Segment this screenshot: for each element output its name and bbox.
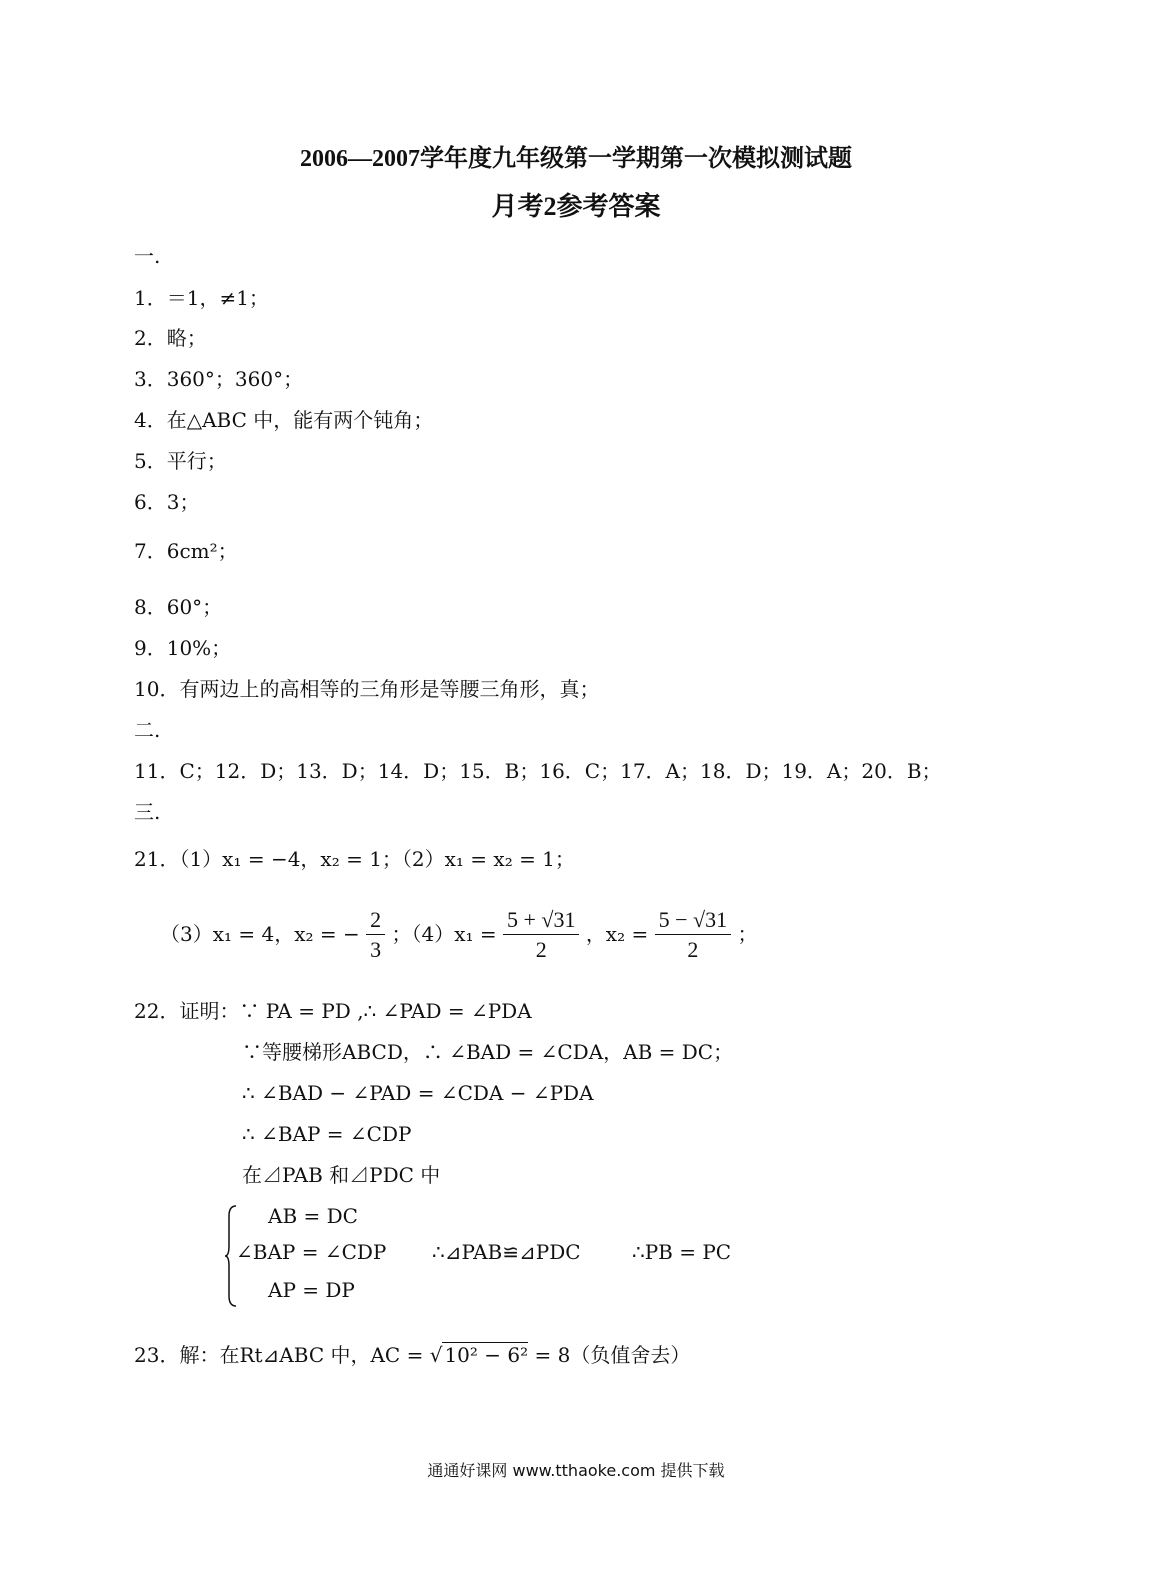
q21-part4: ；（4）x₁ = [391, 922, 497, 946]
q21-line-2 [160, 904, 757, 968]
answer-10: 10．有两边上的高相等的三角形是等腰三角形，真； [134, 677, 600, 701]
answer-3: 3．360°；360°； [134, 367, 304, 391]
fraction-2-3 [366, 906, 385, 965]
q21-end: ； [737, 922, 758, 946]
q23-radicand: 10² − 6² [444, 1343, 529, 1367]
q23-suffix: = 8（负值舍去） [528, 1343, 691, 1367]
document-subtitle: 月考2参考答案 [491, 192, 661, 221]
fraction-5-plus-sqrt31 [503, 906, 579, 965]
section-3-label: 三. [134, 800, 161, 824]
answer-1: 1．＝1，≠1； [134, 286, 269, 310]
system-equation-1: AB = DC [268, 1204, 358, 1228]
section-1-label: 一. [134, 244, 161, 268]
fraction-denominator: 3 [370, 937, 382, 962]
system-equation-3: AP = DP [268, 1278, 355, 1302]
answer-5: 5．平行； [134, 449, 227, 473]
answer-4: 4．在△ABC 中，能有两个钝角； [134, 408, 434, 432]
fraction-denominator: 2 [687, 937, 699, 962]
q22-line-1: 22．证明：∵ PA = PD ,∴ ∠PAD = ∠PDA [134, 999, 532, 1023]
q22-line-3: ∴ ∠BAD − ∠PAD = ∠CDA − ∠PDA [242, 1081, 594, 1105]
q22-line-2: ∵等腰梯形ABCD，∴ ∠BAD = ∠CDA，AB = DC； [242, 1040, 734, 1064]
answer-7: 7．6cm²； [134, 539, 238, 563]
fraction-denominator: 2 [535, 937, 547, 962]
answer-8: 8．60°； [134, 595, 223, 619]
multiple-choice-answers: 11．C；12．D；13．D；14．D；15．B；16．C；17．A；18．D；19．A；20．B； [134, 759, 942, 783]
system-equation-2: ∠BAP = ∠CDP [236, 1240, 387, 1264]
answer-2: 2．略； [134, 326, 207, 350]
q21-part3: （3）x₁ = 4，x₂ = − [160, 922, 360, 946]
congruence-conclusion: ∴⊿PAB≌⊿PDC [432, 1240, 581, 1264]
answer-6: 6．3； [134, 490, 200, 514]
fraction-5-minus-sqrt31 [655, 906, 731, 965]
q21-separator: ，x₂ = [585, 922, 649, 946]
section-2-label: 二. [134, 718, 161, 742]
answer-9: 9．10%； [134, 636, 232, 660]
fraction-numerator: 5 + √31 [503, 906, 579, 935]
q22-line-4: ∴ ∠BAP = ∠CDP [242, 1122, 412, 1146]
q22-line-5: 在⊿PAB 和⊿PDC 中 [242, 1163, 441, 1187]
q23-prefix: 23．解：在Rt⊿ABC 中，AC = √ [134, 1343, 443, 1367]
fraction-numerator: 5 − √31 [655, 906, 731, 935]
q21-line-1: 21．（1）x₁ = −4，x₂ = 1；（2）x₁ = x₂ = 1； [134, 847, 575, 871]
fraction-numerator: 2 [366, 906, 385, 935]
document-title: 2006—2007学年度九年级第一学期第一次模拟测试题 [300, 146, 852, 172]
footer-source: 通通好课网 www.tthaoke.com 提供下载 [427, 1461, 725, 1480]
q23-line-1 [134, 1343, 690, 1367]
final-conclusion: ∴PB = PC [632, 1240, 732, 1264]
